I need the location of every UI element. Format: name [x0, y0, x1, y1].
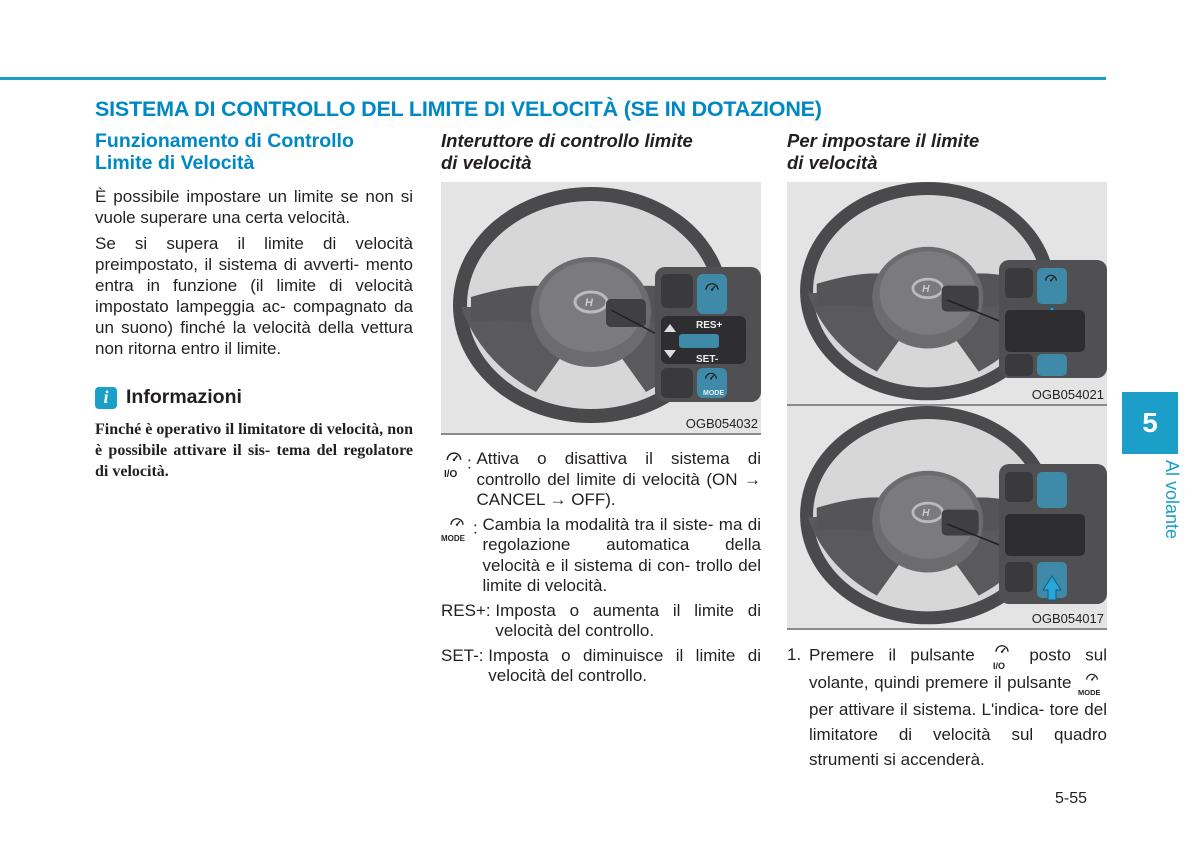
chapter-number-tab: 5	[1122, 392, 1178, 454]
definition-item	[441, 515, 761, 597]
switch-panel-zoom	[655, 267, 761, 402]
mode-label: MODE	[703, 390, 724, 397]
set-label: SET-	[696, 354, 719, 365]
paragraph: Se si supera il limite di velocità preimpostato, il sistema di avverti- mento entra in funzione (il limite di velocità impostato lampeggia ac- compagnato da un suono) finché la velocità della vettura non ritorna entro il limite.	[95, 234, 413, 358]
figure-divider	[441, 433, 761, 435]
title-line: Funzionamento di Controllo	[95, 130, 354, 152]
section-title-switch	[441, 130, 761, 174]
res-label: RES+	[696, 320, 723, 331]
steering-wheel-illustration	[787, 182, 1107, 404]
column-switch	[441, 130, 761, 691]
definition-value: Imposta o diminuisce il limite di velocità del controllo.	[488, 645, 761, 685]
info-title: Informazioni	[126, 386, 242, 408]
figure-code: OGB054021	[1031, 387, 1104, 402]
page-number: 5-55	[1055, 790, 1088, 807]
mode-text: MODE	[441, 533, 465, 543]
step-text	[809, 642, 1107, 772]
step-text-a: Premere il pulsante	[809, 645, 975, 665]
info-text: Finché è operativo il limitatore di velocità, non è possibile attivare il sis- tema del regolatore di velocità.	[95, 421, 413, 480]
steering-wheel-illustration	[441, 182, 761, 433]
definition-key: RES+:	[441, 600, 491, 620]
steering-wheel-illustration	[787, 406, 1107, 628]
section-title-set-limit	[787, 130, 1107, 174]
chapter-label: Al volante	[1162, 460, 1182, 540]
step-number: 1.	[787, 645, 802, 664]
io-label: I/O	[993, 661, 1006, 670]
definition-value: Imposta o aumenta il limite di velocità del controllo.	[495, 600, 761, 640]
mode-text: MODE	[1078, 687, 1101, 697]
definition-item	[441, 646, 761, 687]
steering-wheel-figure-1	[787, 182, 1107, 404]
figure-divider	[787, 628, 1107, 630]
title-line: di velocità	[787, 152, 878, 173]
info-header	[95, 386, 413, 409]
step-text-b: posto sul volante, quindi premere il pulsante	[809, 645, 1107, 692]
step-text-c: per attivare il sistema. L'indica- tore del limitatore di velocità sul quadro strumenti si accenderà.	[809, 699, 1107, 769]
step-item	[787, 642, 1107, 772]
paragraph: È possibile impostare un limite se non si vuole superare una certa velocità.	[95, 187, 413, 227]
definition-key	[441, 449, 476, 511]
mode-icon	[441, 515, 473, 543]
definition-key	[441, 515, 482, 597]
steering-wheel-figure	[441, 182, 761, 433]
definition-item	[441, 601, 761, 642]
speed-limit-icon	[441, 449, 467, 479]
definition-list	[441, 449, 761, 687]
definition-colon: :	[467, 453, 472, 473]
title-line: di velocità	[441, 152, 532, 173]
page-title: SISTEMA DI CONTROLLO DEL LIMITE DI VELOCITÀ (SE IN DOTAZIONE)	[95, 97, 822, 121]
definition-value: Cambia la modalità tra il siste- ma di regolazione automatica della velocità e il sistema di con- trollo del limite di velocità.	[482, 514, 761, 595]
definition-key: SET-:	[441, 645, 484, 665]
speed-limit-icon	[989, 642, 1015, 670]
mode-icon	[1077, 671, 1107, 697]
figure-code: OGB054032	[685, 416, 758, 431]
definition-colon: :	[473, 517, 478, 537]
definition-value: Attiva o disattiva il sistema di controllo del limite di velocità (ON → CANCEL → OFF).	[476, 449, 761, 509]
definition-item	[441, 449, 761, 511]
section-title-operation	[95, 130, 413, 174]
column-operation	[95, 130, 413, 482]
io-label: I/O	[444, 469, 458, 479]
title-line: Per impostare il limite	[787, 130, 980, 151]
steering-wheel-figure-2	[787, 406, 1107, 628]
title-line: Interuttore di controllo limite	[441, 130, 693, 151]
top-rule	[0, 77, 1106, 80]
title-line: Limite di Velocità	[95, 152, 255, 174]
info-icon: i	[95, 387, 117, 409]
column-set-limit	[787, 130, 1107, 772]
figure-code: OGB054017	[1031, 611, 1104, 626]
